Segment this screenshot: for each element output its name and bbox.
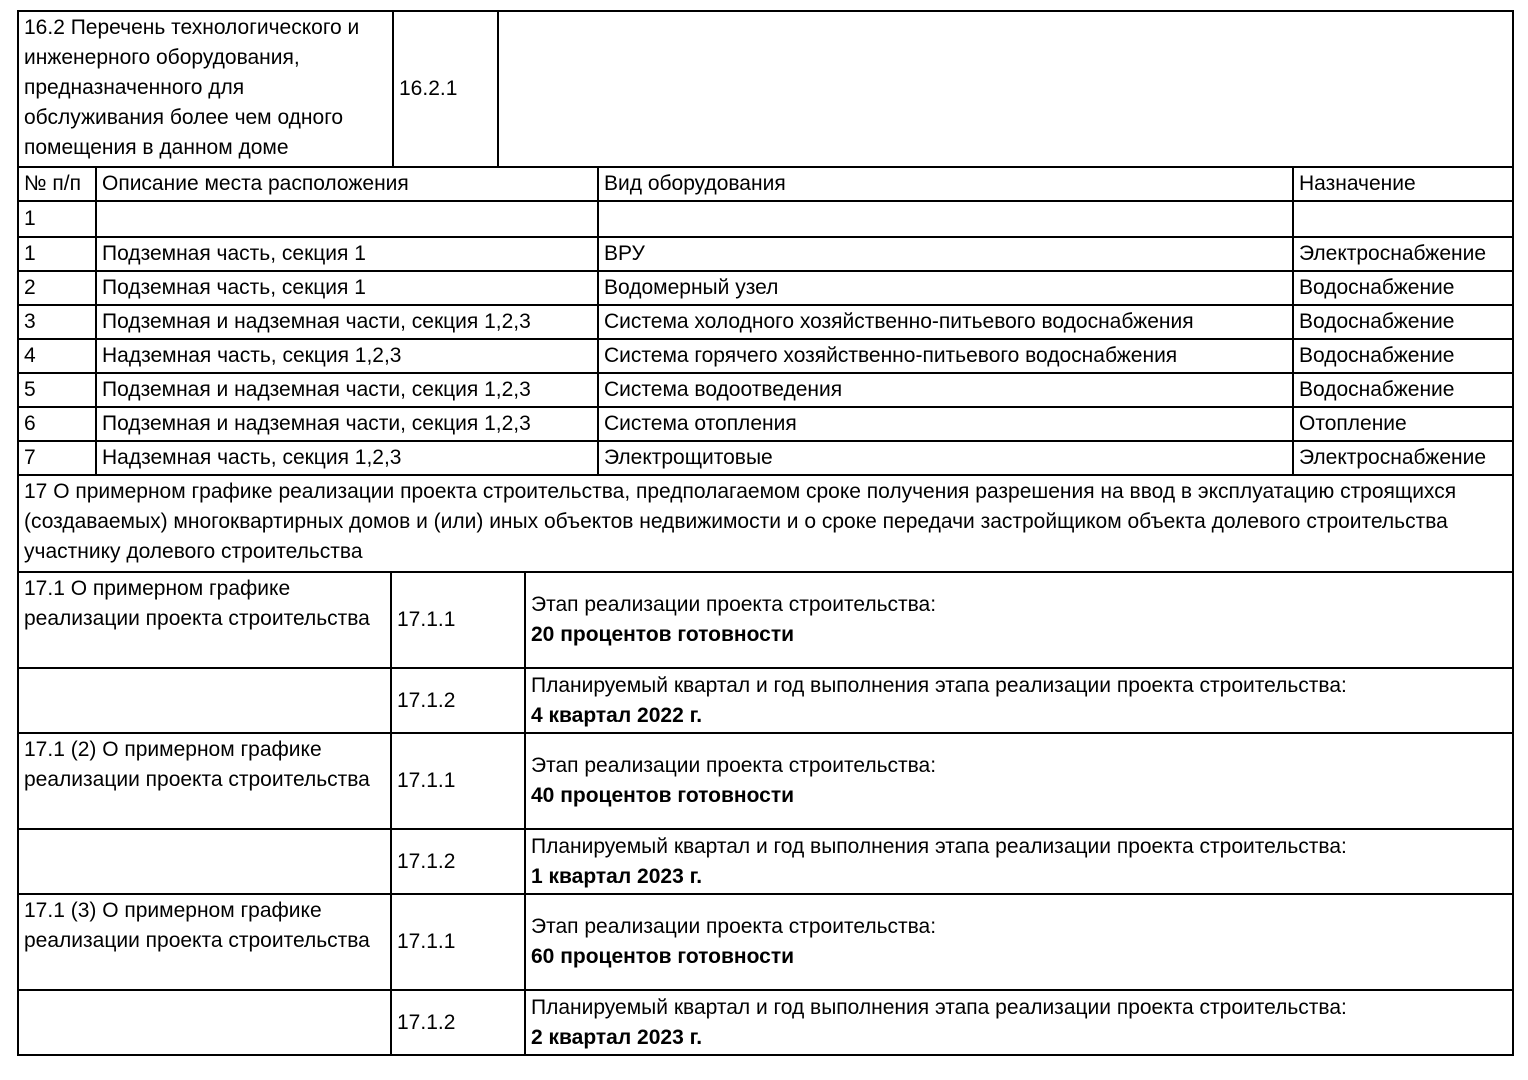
equipment-row-num: 2: [24, 276, 36, 299]
section-16-2-code: 16.2.1: [392, 12, 497, 166]
section-17-1-1-code: 17.1.1: [390, 895, 524, 989]
section-17-1-label-empty: [19, 669, 390, 732]
equipment-row-purpose: Электроснабжение: [1292, 442, 1512, 474]
section-17-1-2nd-row-1: [19, 732, 1512, 828]
quarter-value: 1 квартал 2023 г.: [531, 864, 703, 888]
quarter-caption: Планируемый квартал и год выполнения этапа реализации проекта строительства:: [531, 995, 1347, 1019]
equipment-row-location: Подземная и надземная части, секция 1,2,3: [95, 374, 597, 406]
equipment-row: [19, 270, 1512, 304]
section-17-1-2-value-cell: [524, 991, 1512, 1054]
equipment-row: [19, 236, 1512, 270]
quarter-value: 4 квартал 2022 г.: [531, 703, 703, 727]
equipment-row-equipment: ВРУ: [597, 238, 1292, 270]
equipment-row-location: Подземная и надземная части, секция 1,2,3: [95, 408, 597, 440]
quarter-caption: Планируемый квартал и год выполнения этапа реализации проекта строительства:: [531, 834, 1347, 858]
equipment-row: [19, 440, 1512, 474]
declaration-document-table: [17, 10, 1514, 1056]
equipment-row-location: Надземная часть, секция 1,2,3: [95, 340, 597, 372]
equipment-row-num: 5: [24, 378, 36, 401]
equipment-row-purpose: Электроснабжение: [1292, 238, 1512, 270]
section-17-1-2-value-cell: [524, 669, 1512, 732]
section-17-1-label-empty: [19, 830, 390, 893]
equipment-row-purpose: Водоснабжение: [1292, 374, 1512, 406]
equipment-row-location: Надземная часть, секция 1,2,3: [95, 442, 597, 474]
section-17-1-label: 17.1 О примерном графике реализации проекта строительства: [24, 577, 370, 630]
equipment-table-header-row: [19, 166, 1512, 200]
section-16-2-value: [497, 12, 1512, 166]
section-17-1-label-empty: [19, 991, 390, 1054]
equipment-row-equipment: Система холодного хозяйственно-питьевого водоснабжения: [597, 306, 1292, 338]
equipment-numbering-cell: 1: [24, 207, 36, 230]
quarter-value: 2 квартал 2023 г.: [531, 1025, 703, 1049]
equipment-row-purpose: Отопление: [1292, 408, 1512, 440]
section-17-1-2-value-cell: [524, 830, 1512, 893]
stage-value: 60 процентов готовности: [531, 945, 795, 968]
section-16-2-label: 16.2 Перечень технологического и инженерного оборудования, предназначенного для обслуживания более чем одного помещения в данном доме: [24, 16, 360, 159]
equipment-row-location: Подземная и надземная части, секция 1,2,3: [95, 306, 597, 338]
stage-caption: Этап реализации проекта строительства:: [531, 915, 937, 938]
section-17-1-1-value-cell: [524, 895, 1512, 989]
stage-caption: Этап реализации проекта строительства:: [531, 593, 937, 616]
equipment-row: [19, 304, 1512, 338]
equipment-row-purpose: Водоснабжение: [1292, 272, 1512, 304]
section-17-1-row-1: [19, 571, 1512, 667]
equipment-row-purpose: Водоснабжение: [1292, 306, 1512, 338]
stage-value: 20 процентов готовности: [531, 623, 795, 646]
section-17-heading: 17 О примерном графике реализации проекта строительства, предполагаемом сроке получения разрешения на ввод в эксплуатацию строящихся (создаваемых) многоквартирных домов и (или) иных объектов недвижимости и о сроке передачи застройщиком объекта долевого строительства участнику долевого строительства: [24, 480, 1457, 563]
section-17-1-1-code: 17.1.1: [390, 573, 524, 667]
equipment-numbering-empty: [95, 202, 597, 236]
section-17-1-1-code: 17.1.1: [390, 734, 524, 828]
stage-caption: Этап реализации проекта строительства:: [531, 754, 937, 777]
section-17-1-3rd-row-2: [19, 989, 1512, 1054]
equipment-row-equipment: Электрощитовые: [597, 442, 1292, 474]
section-17-1-2-code: 17.1.2: [390, 669, 524, 732]
equipment-header-purpose: Назначение: [1292, 168, 1512, 200]
equipment-header-equipment: Вид оборудования: [597, 168, 1292, 200]
section-17-1-2-code: 17.1.2: [390, 991, 524, 1054]
equipment-row-equipment: Система водоотведения: [597, 374, 1292, 406]
equipment-numbering-empty: [597, 202, 1292, 236]
equipment-numbering-empty: [1292, 202, 1512, 236]
equipment-row: [19, 406, 1512, 440]
equipment-row-num: 6: [24, 412, 36, 435]
section-17-1-2nd-label: 17.1 (2) О примерном графике реализации проекта строительства: [24, 738, 370, 791]
section-17-1-3rd-label: 17.1 (3) О примерном графике реализации проекта строительства: [24, 899, 370, 952]
equipment-row-equipment: Система горячего хозяйственно-питьевого водоснабжения: [597, 340, 1292, 372]
section-17-1-row-2: [19, 667, 1512, 732]
equipment-row: [19, 372, 1512, 406]
equipment-row-num: 7: [24, 446, 36, 469]
equipment-row: [19, 338, 1512, 372]
quarter-caption: Планируемый квартал и год выполнения этапа реализации проекта строительства:: [531, 673, 1347, 697]
equipment-row-num: 3: [24, 310, 36, 333]
equipment-row-num: 4: [24, 344, 36, 367]
equipment-row-location: Подземная часть, секция 1: [95, 238, 597, 270]
equipment-row-equipment: Система отопления: [597, 408, 1292, 440]
equipment-numbering-row: [19, 200, 1512, 236]
equipment-row-num: 1: [24, 242, 36, 265]
section-17-1-3rd-row-1: [19, 893, 1512, 989]
section-17-1-2-code: 17.1.2: [390, 830, 524, 893]
section-16-2-row: [19, 12, 1512, 166]
section-17-heading-row: [19, 474, 1512, 571]
equipment-header-location: Описание места расположения: [95, 168, 597, 200]
section-17-1-2nd-row-2: [19, 828, 1512, 893]
equipment-row-purpose: Водоснабжение: [1292, 340, 1512, 372]
stage-value: 40 процентов готовности: [531, 784, 795, 807]
equipment-header-num: № п/п: [24, 172, 81, 195]
equipment-row-equipment: Водомерный узел: [597, 272, 1292, 304]
equipment-row-location: Подземная часть, секция 1: [95, 272, 597, 304]
section-17-1-1-value-cell: [524, 573, 1512, 667]
section-17-1-1-value-cell: [524, 734, 1512, 828]
